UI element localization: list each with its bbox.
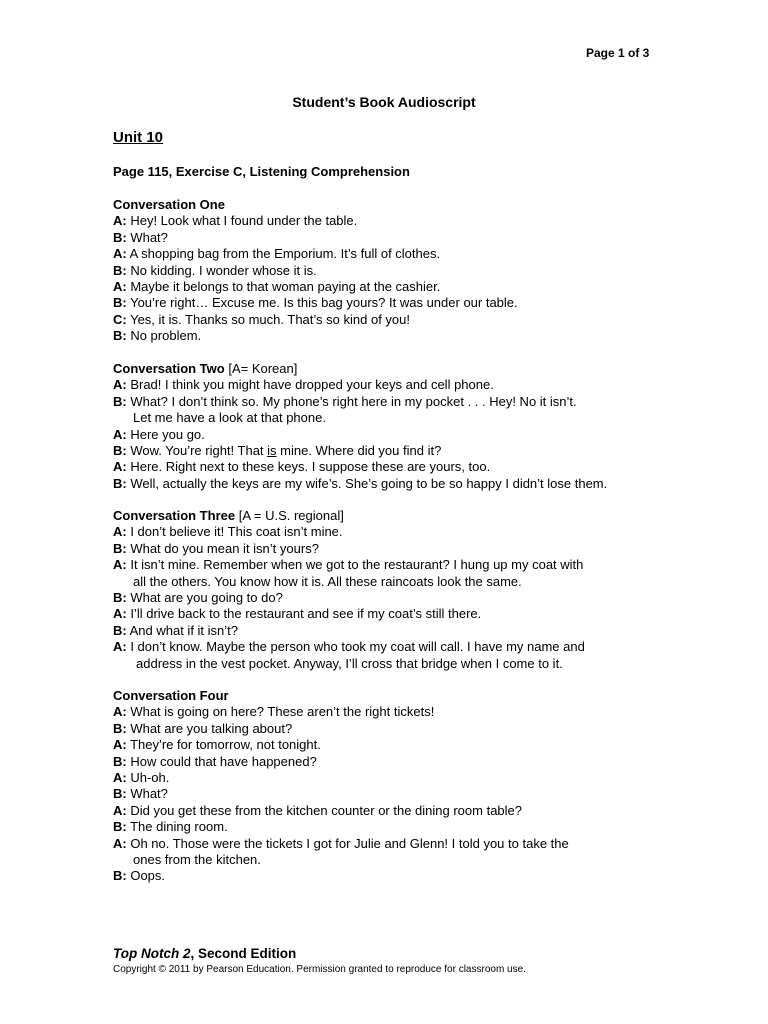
line-text: It isn’t mine. Remember when we got to the restaurant? I hung up my coat with — [126, 557, 584, 573]
conversation-title: Conversation Three — [113, 508, 236, 523]
speaker-label: B: — [113, 819, 127, 835]
dialogue-line — [113, 230, 673, 246]
speaker-label: B: — [113, 540, 127, 556]
line-text: Wow. You’re right! That — [126, 443, 268, 459]
line-text: What? I don’t think so. My phone’s right here in my pocket . . . Hey! No it isn’t. — [126, 393, 577, 409]
speaker-label: A: — [113, 835, 127, 851]
line-text: What do you mean it isn’t yours? — [126, 540, 319, 556]
speaker-label: B: — [113, 753, 127, 769]
dialogue-line — [113, 590, 673, 606]
speaker-label: B: — [113, 786, 127, 802]
exercise-heading: Page 115, Exercise C, Listening Comprehension — [113, 164, 410, 179]
speaker-label: A: — [113, 459, 127, 475]
line-text: Well, actually the keys are my wife’s. She’s going to be so happy I didn’t lose them. — [126, 475, 608, 491]
document-title: Student’s Book Audioscript — [292, 94, 476, 110]
speaker-label: B: — [113, 868, 127, 884]
speaker-label: B: — [113, 295, 127, 311]
dialogue-line — [113, 770, 673, 786]
speaker-label: B: — [113, 590, 127, 606]
dialogue-line — [113, 295, 673, 311]
speaker-label: A: — [113, 704, 127, 720]
line-text: No kidding. I wonder whose it is. — [126, 262, 317, 278]
dialogue-line — [113, 557, 673, 573]
line-text: Here. Right next to these keys. I suppose these are yours, too. — [126, 459, 491, 475]
speaker-label: B: — [113, 443, 127, 459]
line-text: Hey! Look what I found under the table. — [126, 213, 358, 229]
speaker-label: A: — [113, 639, 127, 655]
dialogue-line — [113, 279, 673, 295]
line-text: The dining room. — [126, 819, 228, 835]
speaker-label: A: — [113, 246, 127, 262]
dialogue-line — [113, 213, 673, 229]
dialogue-line — [113, 836, 673, 852]
unit-heading: Unit 10 — [113, 129, 164, 146]
line-text: What are you talking about? — [126, 720, 293, 736]
page-number: Page 1 of 3 — [586, 46, 650, 60]
conversation-two — [113, 361, 673, 492]
line-text: A shopping bag from the Emporium. It’s full of clothes. — [126, 246, 441, 262]
dialogue-line — [113, 754, 673, 770]
line-continuation: address in the vest pocket. Anyway, I’ll cross that bridge when I come to it. — [136, 655, 563, 671]
speaker-label: B: — [113, 262, 127, 278]
speaker-label: A: — [113, 606, 127, 622]
dialogue-line — [113, 868, 673, 884]
line-text: And what if it isn’t? — [126, 622, 238, 638]
speaker-label: B: — [113, 475, 127, 491]
book-edition: , Second Edition — [190, 946, 297, 961]
line-text: Maybe it belongs to that woman paying at the cashier. — [126, 279, 441, 295]
dialogue-line — [113, 459, 673, 475]
speaker-label: B: — [113, 720, 127, 736]
dialogue-line — [113, 786, 673, 802]
underlined-word: is — [267, 443, 277, 459]
speaker-label: A: — [113, 377, 127, 393]
footer-book-title — [113, 946, 296, 961]
line-text: I don’t believe it! This coat isn’t mine. — [126, 524, 343, 540]
line-text: Oops. — [126, 868, 166, 884]
dialogue-line — [113, 819, 673, 835]
speaker-label: A: — [113, 426, 127, 442]
conversation-three — [113, 508, 673, 672]
line-text: Oh no. Those were the tickets I got for Julie and Glenn! I told you to take the — [126, 835, 569, 851]
dialogue-line — [113, 639, 673, 655]
dialogue-line — [113, 427, 673, 443]
line-text: They’re for tomorrow, not tonight. — [126, 737, 321, 753]
line-text: No problem. — [126, 328, 202, 344]
dialogue-line — [113, 803, 673, 819]
speaker-label: B: — [113, 328, 127, 344]
speaker-label: A: — [113, 557, 127, 573]
conversation-title: Conversation Two — [113, 361, 225, 376]
dialogue-line — [113, 737, 673, 753]
speaker-label: A: — [113, 737, 127, 753]
dialogue-line — [113, 524, 673, 540]
speaker-label: B: — [113, 622, 127, 638]
conversation-one — [113, 197, 673, 345]
line-text: What is going on here? These aren’t the right tickets! — [126, 704, 435, 720]
line-text: What are you going to do? — [126, 590, 283, 606]
dialogue-line — [113, 377, 673, 393]
conversation-title: Conversation Four — [113, 688, 229, 703]
line-text: What? — [126, 229, 168, 245]
speaker-label: A: — [113, 213, 127, 229]
line-text: mine. Where did you find it? — [276, 443, 442, 459]
line-text: Yes, it is. Thanks so much. That’s so kind of you! — [126, 311, 410, 327]
line-text: Here you go. — [126, 426, 205, 442]
dialogue-line — [113, 704, 673, 720]
line-text: I’ll drive back to the restaurant and see if my coat’s still there. — [126, 606, 482, 622]
dialogue-line — [113, 541, 673, 557]
conversation-note: [A= Korean] — [224, 361, 298, 376]
line-text: Did you get these from the kitchen counter or the dining room table? — [126, 802, 522, 818]
conversation-title: Conversation One — [113, 197, 225, 212]
line-text: How could that have happened? — [126, 753, 317, 769]
dialogue-line — [113, 394, 673, 410]
line-continuation: Let me have a look at that phone. — [133, 410, 326, 426]
speaker-label: A: — [113, 802, 127, 818]
speaker-label: C: — [113, 311, 127, 327]
conversation-four — [113, 688, 673, 885]
dialogue-line — [113, 328, 673, 344]
line-text: Brad! I think you might have dropped your keys and cell phone. — [126, 377, 494, 393]
line-text: What? — [126, 786, 168, 802]
line-text: Uh-oh. — [126, 770, 170, 786]
dialogue-line — [113, 246, 673, 262]
dialogue-line — [113, 312, 673, 328]
line-text: I don’t know. Maybe the person who took my coat will call. I have my name and — [126, 639, 585, 655]
dialogue-line — [113, 476, 673, 492]
dialogue-line — [113, 606, 673, 622]
speaker-label: B: — [113, 229, 127, 245]
line-continuation: ones from the kitchen. — [133, 852, 261, 868]
copyright-notice: Copyright © 2011 by Pearson Education. Permission granted to reproduce for classroom use. — [113, 964, 526, 975]
dialogue-line — [113, 721, 673, 737]
conversation-heading — [113, 508, 673, 524]
line-text: You’re right… Excuse me. Is this bag yours? It was under our table. — [126, 295, 518, 311]
book-name: Top Notch 2 — [113, 946, 191, 961]
speaker-label: A: — [113, 524, 127, 540]
conversation-heading — [113, 361, 673, 377]
speaker-label: B: — [113, 393, 127, 409]
line-continuation: all the others. You know how it is. All these raincoats look the same. — [133, 573, 522, 589]
speaker-label: A: — [113, 770, 127, 786]
dialogue-line — [113, 263, 673, 279]
conversation-note: [A = U.S. regional] — [235, 508, 344, 523]
dialogue-line — [113, 623, 673, 639]
speaker-label: A: — [113, 279, 127, 295]
dialogue-line — [113, 443, 673, 459]
